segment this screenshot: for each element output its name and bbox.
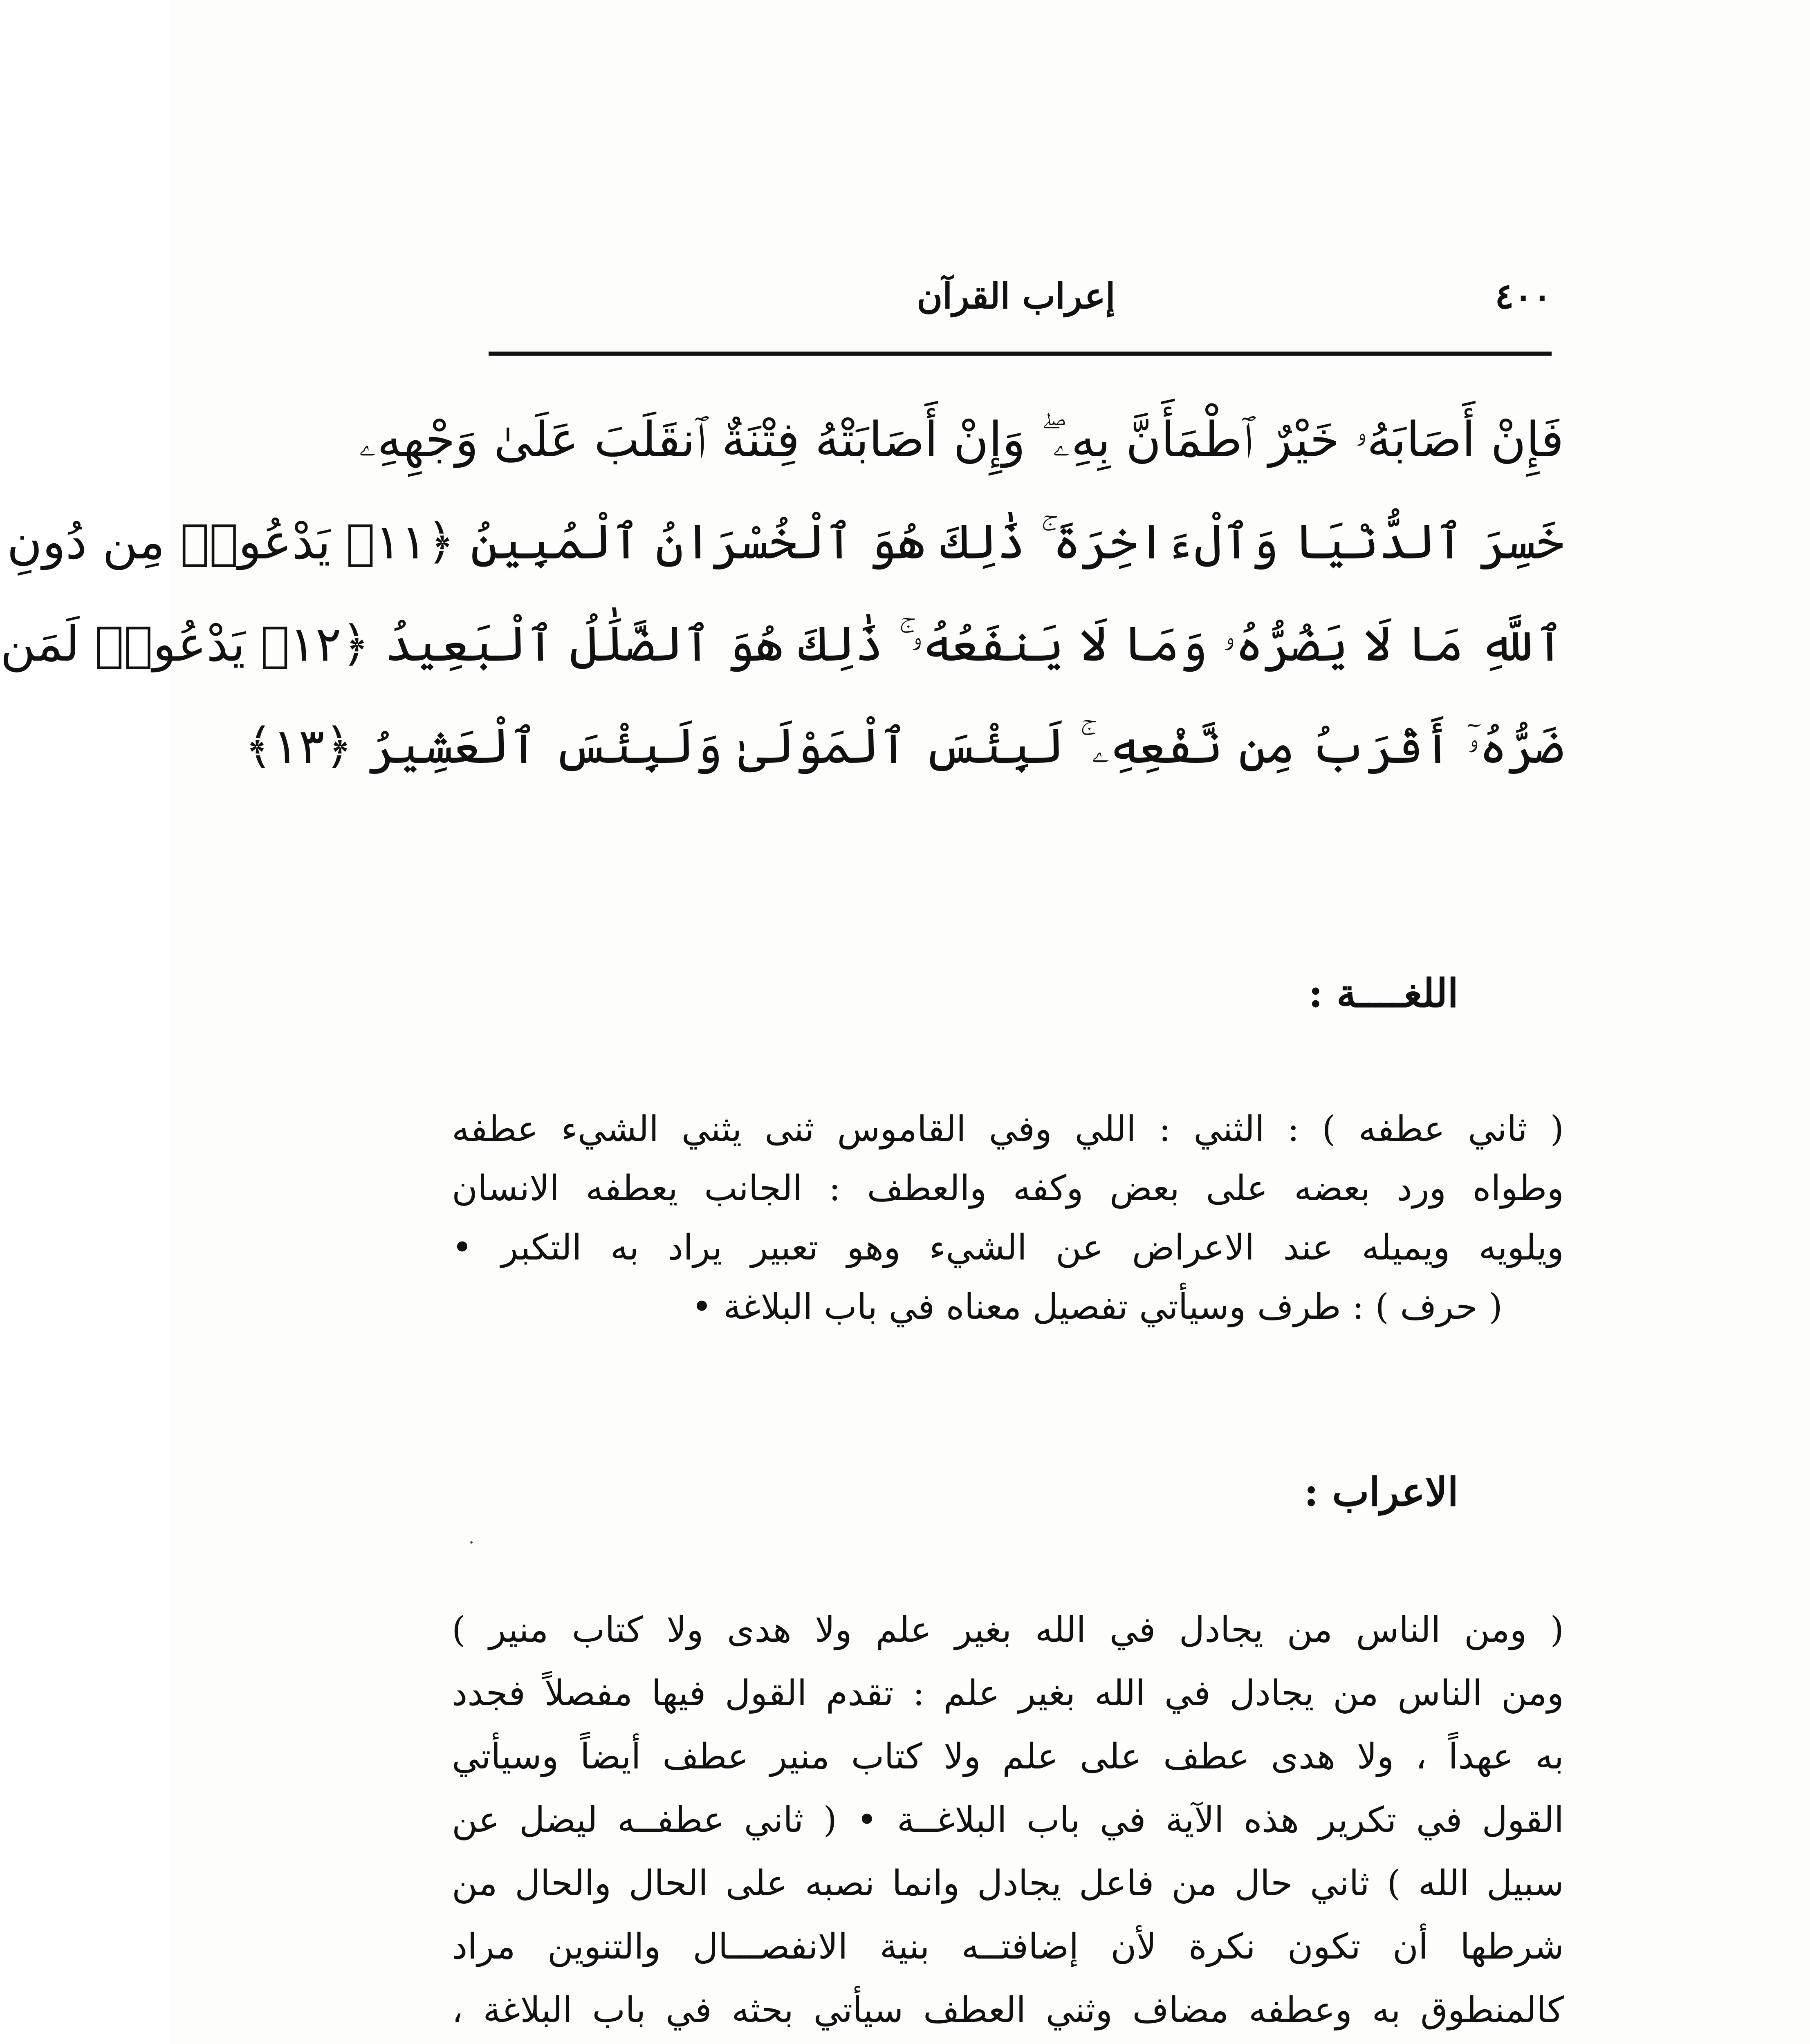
verse-line: فَإِنْ أَصَابَهُۥ خَيْرٌ ٱطْمَأَنَّ بِهِۦ ۖ وَإِنْ أَصَابَتْهُ فِتْنَةٌ ٱنقَلَبَ عَلَىٰ وَجْهِهِۦ [359,411,1564,468]
irab-section [452,1598,1564,2042]
header-divider [489,352,1552,356]
irab-line: به عهداً ، ولا هدى عطف على علم ولا كتاب منير عطف أيضاً وسيأتي [452,1736,1564,1777]
scan-speck [470,1541,473,1544]
page-number: ٤٠٠ [1495,276,1552,317]
irab-line: القول في تكرير هذه الآية في باب البلاغــة • ( ثاني عطفــه ليضل عن [452,1800,1564,1840]
lexicon-line: ( ثاني عطفه ) : الثني : اللي وفي القاموس ثنى يثني الشيء عطفه [452,1109,1564,1150]
irab-line: سبيل الله ) ثاني حال من فاعل يجادل وانما نصبه على الحال والحال من [452,1863,1564,1904]
irab-heading: الاعراب : [1304,1469,1458,1515]
lexicon-line: ويلويه ويميله عند الاعراض عن الشيء وهو تعبير يراد به التكبر • [452,1227,1564,1268]
quran-verses [0,388,1564,797]
verse-line: ضَرُّهُۥٓ أَقْرَبُ مِن نَّفْعِهِۦ ۚ لَبِئْسَ ٱلْمَوْلَىٰ وَلَبِئْسَ ٱلْعَشِيرُ ﴿١٣﴾ [244,718,1564,774]
verse-line: خَسِرَ ٱلدُّنْيَا وَٱلْءَاخِرَةَ ۚ ذَٰلِكَ هُوَ ٱلْخُسْرَانُ ٱلْمُبِينُ ﴿١١﴾ يَدْعُوا۟ مِن دُونِ [7,513,1564,570]
irab-line: شرطها أن تكون نكرة لأن إضافتــه بنية الانفصـــال والتنوين مراد [452,1926,1564,1967]
lexicon-heading: اللغــــة : [1308,970,1458,1016]
lexicon-line: ( حرف ) : طرف وسيأتي تفصيل معناه في باب البلاغة • [691,1286,1503,1327]
lexicon-line: وطواه ورد بعضه على بعض وكفه والعطف : الجانب يعطفه الانسان [452,1168,1564,1209]
lexicon-section [452,1100,1564,1337]
irab-line: كالمنطوق به وعطفه مضاف وثني العطف سيأتي بحثه في باب البلاغة ، [452,1990,1564,2031]
irab-line: ( ومن الناس من يجادل في الله بغير علم ولا هدى ولا كتاب منير ) [452,1609,1564,1650]
verse-line: ٱللَّهِ مَا لَا يَضُرُّهُۥ وَمَا لَا يَنفَعُهُۥ ۚ ذَٰلِكَ هُوَ ٱلضَّلَٰلُ ٱلْبَعِيدُ ﴿١٢﴾ يَدْعُوا۟ لَمَن [0,616,1564,672]
irab-line: ومن الناس من يجادل في الله بغير علم : تقدم القول فيها مفصلاً فجدد [452,1673,1564,1714]
page-header [489,270,1552,331]
book-title: إعراب القرآن [917,276,1115,317]
